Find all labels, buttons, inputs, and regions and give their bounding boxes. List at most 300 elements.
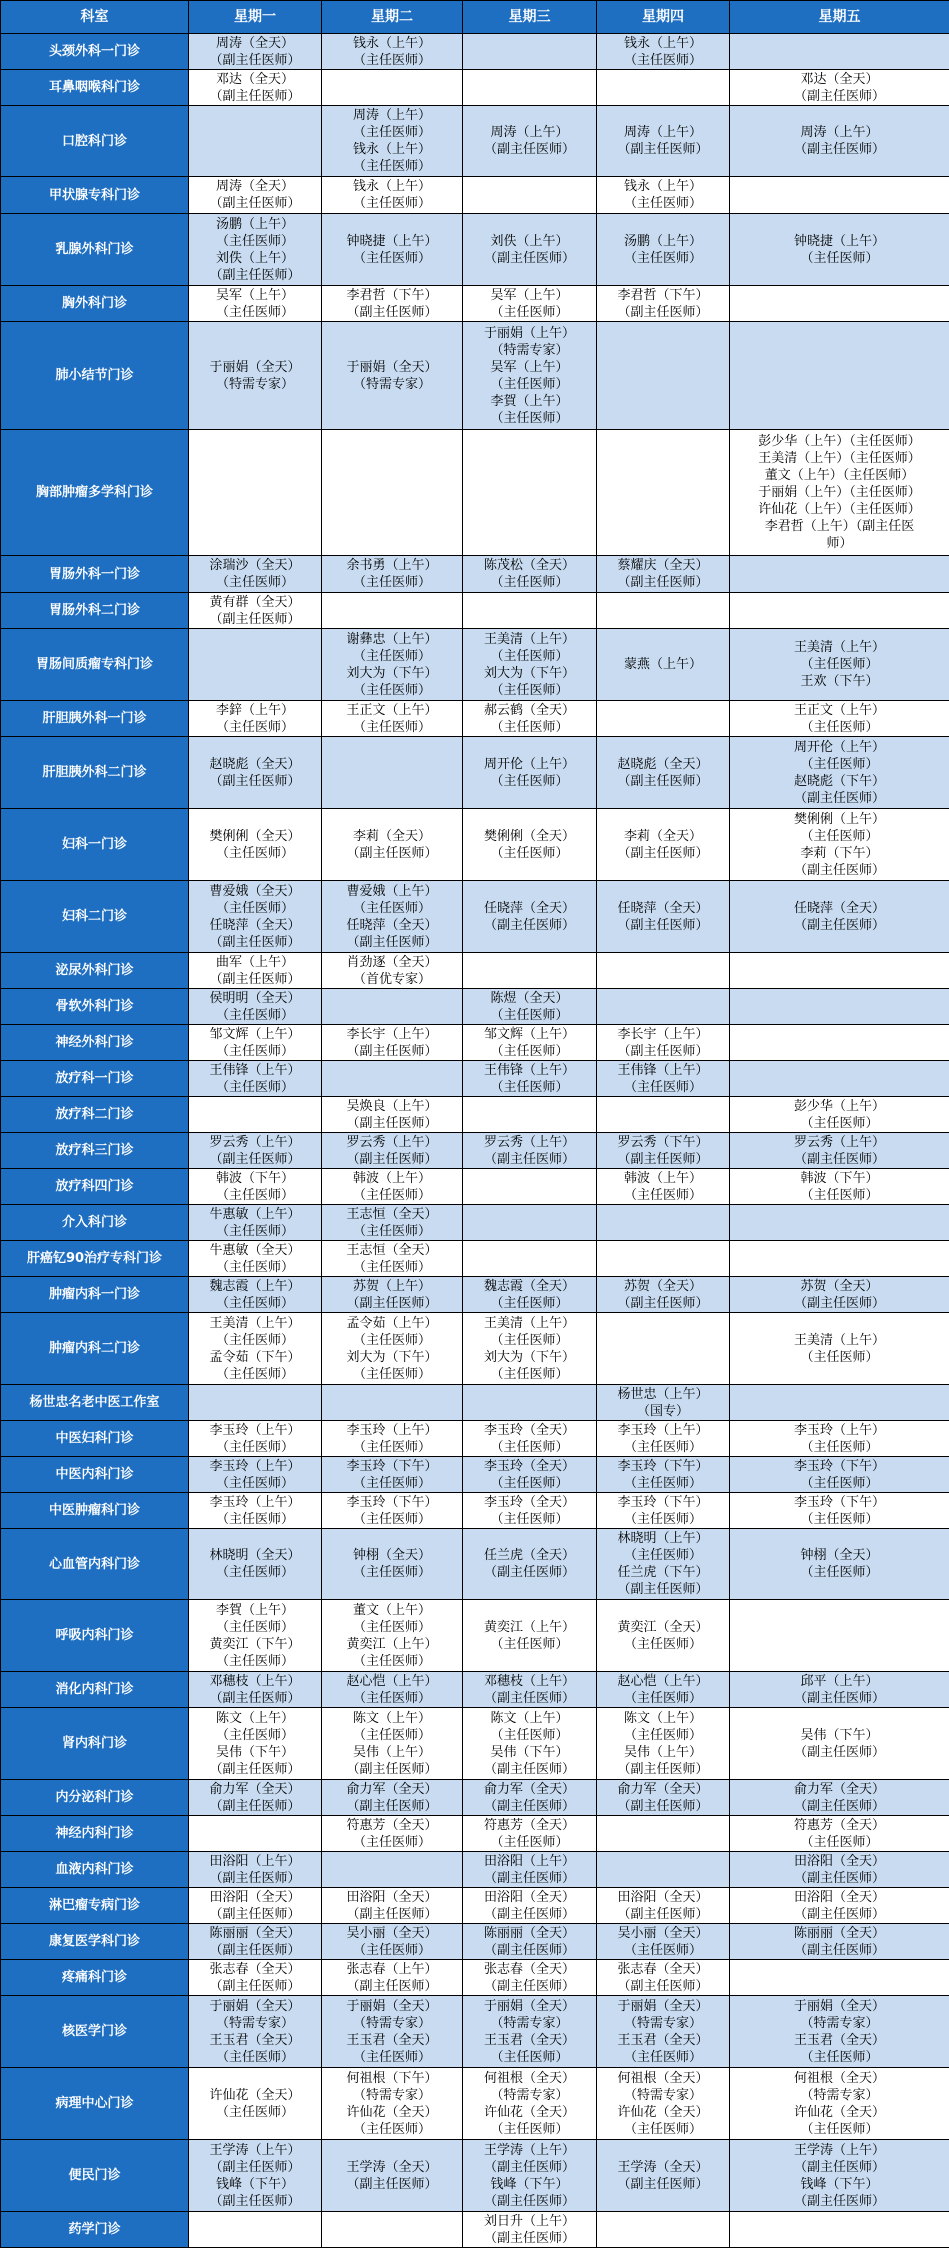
department-name: 呼吸内科门诊	[1, 1600, 189, 1672]
schedule-cell-thursday	[597, 1924, 730, 1960]
schedule-cell-friday	[730, 737, 949, 809]
schedule-line: 罗云秀（上午）	[793, 1134, 885, 1150]
schedule-line: 樊俐俐（全天）	[209, 828, 301, 844]
schedule-line: （副主任医师）	[793, 88, 885, 104]
schedule-line: 于丽娟（全天）	[483, 1998, 575, 2014]
schedule-line: （主任医师）	[800, 1565, 879, 1580]
schedule-line: 周涛（全天）	[215, 35, 294, 51]
schedule-line: （主任医师）	[800, 1439, 879, 1455]
table-row	[1, 1097, 949, 1133]
schedule-cell-friday	[730, 1277, 949, 1313]
schedule-line: （副主任医师）	[483, 1151, 575, 1167]
schedule-cell-friday	[730, 1205, 949, 1241]
schedule-cell-thursday	[597, 430, 730, 556]
schedule-cell-monday	[189, 1529, 322, 1600]
schedule-line: 王美清（上午）	[483, 631, 575, 647]
schedule-line: （主任医师）	[215, 1727, 294, 1743]
schedule-cell-tuesday	[322, 1061, 463, 1097]
schedule-line: （主任医师）	[490, 1636, 569, 1652]
schedule-cell-friday	[730, 430, 949, 556]
department-name: 口腔科门诊	[1, 106, 189, 177]
table-row	[1, 953, 949, 989]
schedule-line: （副主任医师）	[617, 1295, 709, 1311]
schedule-cell-monday	[189, 1277, 322, 1313]
schedule-line: （主任医师）	[215, 233, 294, 249]
schedule-line: （主任医师）	[215, 845, 294, 861]
schedule-line: （副主任医师）	[483, 2230, 575, 2246]
schedule-cell-monday	[189, 2140, 322, 2212]
schedule-cell-wednesday	[463, 701, 597, 737]
schedule-line: 俞力军（全天）	[209, 1781, 301, 1797]
schedule-line: 黄奕江（全天）	[617, 1619, 709, 1635]
department-name: 介入科门诊	[1, 1205, 189, 1241]
schedule-line: 李玉玲（上午）	[346, 1422, 438, 1438]
schedule-line: （副主任医师）	[209, 1798, 301, 1814]
schedule-cell-monday	[189, 1205, 322, 1241]
table-row	[1, 1816, 949, 1852]
schedule-line: （主任医师）	[490, 648, 569, 664]
schedule-cell-thursday	[597, 286, 730, 322]
schedule-cell-monday	[189, 629, 322, 701]
schedule-line: （副主任医师）	[209, 1690, 301, 1706]
schedule-line: 苏贺（全天）	[800, 1278, 879, 1294]
schedule-line: （主任医师）	[490, 1332, 569, 1348]
schedule-cell-thursday	[597, 2212, 730, 2248]
schedule-line: 罗云秀（上午）	[209, 1134, 301, 1150]
table-row	[1, 1672, 949, 1708]
schedule-line: （主任医师）	[623, 1942, 702, 1958]
schedule-line: 许仙花（全天）	[209, 2087, 301, 2103]
table-row	[1, 1421, 949, 1457]
schedule-line: 余书勇（上午）	[346, 558, 438, 573]
schedule-line: 吴伟（上午）	[352, 1744, 431, 1760]
schedule-cell-thursday	[597, 1529, 730, 1600]
schedule-line: （首优专家）	[352, 971, 431, 987]
department-name: 药学门诊	[1, 2212, 189, 2248]
schedule-cell-thursday	[597, 214, 730, 286]
schedule-line: （主任医师）	[490, 845, 569, 861]
schedule-cell-friday	[730, 1385, 949, 1421]
schedule-cell-friday	[730, 2140, 949, 2212]
table-row	[1, 1241, 949, 1277]
schedule-line: （主任医师）	[215, 2049, 294, 2065]
schedule-cell-tuesday	[322, 1025, 463, 1061]
schedule-line: （主任医师）	[490, 1079, 569, 1095]
schedule-line: 符惠芳（全天）	[793, 1817, 885, 1833]
schedule-cell-friday	[730, 1061, 949, 1097]
schedule-line: （特需专家）	[215, 376, 294, 392]
schedule-line: （副主任医师）	[483, 1565, 575, 1580]
schedule-cell-friday	[730, 286, 949, 322]
schedule-line: 韩波（上午）	[352, 1170, 431, 1186]
schedule-line: 李长宇（上午）	[617, 1026, 709, 1042]
schedule-line: 刘大为（下午）	[346, 665, 438, 681]
schedule-cell-friday	[730, 322, 949, 430]
schedule-cell-wednesday	[463, 809, 597, 881]
schedule-line: （主任医师）	[623, 250, 702, 266]
department-name: 淋巴瘤专病门诊	[1, 1888, 189, 1924]
schedule-line: 李玉玲（下午）	[346, 1494, 438, 1510]
schedule-line: （副主任医师）	[209, 1978, 301, 1994]
schedule-line: （副主任医师）	[346, 1906, 438, 1922]
table-row	[1, 177, 949, 214]
table-row	[1, 1708, 949, 1780]
schedule-cell-tuesday	[322, 629, 463, 701]
schedule-cell-thursday	[597, 1888, 730, 1924]
department-name: 肿瘤内科一门诊	[1, 1277, 189, 1313]
schedule-line: 刘大为（下午）	[483, 1349, 575, 1365]
schedule-line: 李玉玲（上午）	[617, 1422, 709, 1438]
schedule-line: 周涛（上午）	[623, 125, 702, 140]
schedule-line: 陈丽丽（全天）	[793, 1925, 885, 1941]
schedule-line: 许仙花（全天）	[346, 2104, 438, 2120]
schedule-line: （主任医师）	[215, 575, 294, 590]
schedule-line: 赵心恺（上午）	[617, 1673, 709, 1689]
schedule-cell-monday	[189, 1924, 322, 1960]
schedule-cell-wednesday	[463, 1672, 597, 1708]
schedule-cell-tuesday	[322, 1600, 463, 1672]
schedule-line: 王美清（上午）	[209, 1315, 301, 1331]
department-name: 肝胆胰外科一门诊	[1, 701, 189, 737]
department-name: 杨世忠名老中医工作室	[1, 1385, 189, 1421]
schedule-line: 邓达（全天）	[800, 71, 879, 87]
schedule-line: 于丽娟（全天）	[617, 1998, 709, 2014]
schedule-cell-tuesday	[322, 1816, 463, 1852]
department-name: 中医内科门诊	[1, 1457, 189, 1493]
schedule-cell-thursday	[597, 1061, 730, 1097]
table-row	[1, 1313, 949, 1385]
schedule-line: 王志恒（全天）	[346, 1206, 438, 1222]
schedule-line: （副主任医师）	[209, 88, 301, 104]
schedule-line: 何祖根（全天）	[483, 2070, 575, 2086]
schedule-line: （主任医师）	[800, 2121, 879, 2137]
schedule-cell-tuesday	[322, 2212, 463, 2248]
schedule-line: （特需专家）	[215, 2015, 294, 2031]
schedule-cell-tuesday	[322, 881, 463, 953]
schedule-cell-monday	[189, 177, 322, 214]
schedule-line: 李莉（下午）	[800, 845, 879, 861]
schedule-cell-tuesday	[322, 286, 463, 322]
schedule-line: （特需专家）	[623, 2015, 702, 2031]
schedule-line: 赵晓彪（全天）	[209, 756, 301, 772]
department-name: 放疗科三门诊	[1, 1133, 189, 1169]
schedule-cell-wednesday	[463, 1133, 597, 1169]
schedule-line: （副主任医师）	[209, 2159, 301, 2175]
schedule-line: 吴军（上午）	[490, 359, 569, 375]
schedule-line: （主任医师）	[352, 1223, 431, 1239]
schedule-line: （主任医师）	[623, 2049, 702, 2065]
schedule-line: （主任医师）	[215, 1295, 294, 1311]
department-name: 疼痛科门诊	[1, 1960, 189, 1996]
schedule-line: （主任医师）	[623, 1727, 702, 1743]
schedule-line: （主任医师）	[352, 125, 431, 140]
table-row	[1, 1061, 949, 1097]
schedule-line: 蔡耀庆（全天）	[617, 558, 709, 573]
schedule-cell-thursday	[597, 177, 730, 214]
schedule-cell-friday	[730, 989, 949, 1025]
schedule-cell-wednesday	[463, 1924, 597, 1960]
schedule-line: （主任医师）	[490, 1007, 569, 1023]
schedule-cell-wednesday	[463, 953, 597, 989]
schedule-cell-tuesday	[322, 953, 463, 989]
table-row	[1, 1385, 949, 1421]
schedule-line: 樊俐俐（全天）	[483, 828, 575, 844]
schedule-line: 汤鹏（上午）	[623, 233, 702, 249]
schedule-line: 王欢（下午）	[800, 674, 879, 689]
schedule-line: 钱永（上午）	[352, 142, 431, 157]
schedule-cell-monday	[189, 106, 322, 177]
schedule-cell-tuesday	[322, 1708, 463, 1780]
schedule-line: 黄奕江（下午）	[209, 1636, 301, 1652]
schedule-line: （主任医师）	[352, 1834, 431, 1850]
schedule-cell-tuesday	[322, 989, 463, 1025]
table-row	[1, 1025, 949, 1061]
schedule-cell-friday	[730, 1529, 949, 1600]
schedule-cell-friday	[730, 1852, 949, 1888]
schedule-cell-wednesday	[463, 214, 597, 286]
schedule-cell-friday	[730, 106, 949, 177]
schedule-line: 许仙花（全天）	[483, 2104, 575, 2120]
schedule-cell-friday	[730, 1996, 949, 2068]
table-row	[1, 70, 949, 106]
schedule-line: 王伟锋（上午）	[483, 1062, 575, 1078]
schedule-cell-friday	[730, 809, 949, 881]
schedule-line: （副主任医师）	[793, 142, 885, 157]
table-row	[1, 2140, 949, 2212]
schedule-line: （主任医师）	[215, 1366, 294, 1382]
department-name: 胃肠外科二门诊	[1, 593, 189, 629]
schedule-cell-friday	[730, 1097, 949, 1133]
schedule-line: 李玉玲（下午）	[793, 1494, 885, 1510]
schedule-line: （副主任医师）	[617, 1761, 709, 1777]
schedule-line: 任晓萍（全天）	[209, 917, 301, 933]
schedule-cell-tuesday	[322, 1780, 463, 1816]
schedule-line: 王玉君（全天）	[793, 2032, 885, 2048]
schedule-line: 田浴阳（全天）	[793, 1853, 885, 1869]
schedule-line: 吴军（上午）	[215, 287, 294, 303]
schedule-line: 李玉玲（全天）	[483, 1458, 575, 1474]
schedule-cell-monday	[189, 1852, 322, 1888]
schedule-line: 俞力军（全天）	[483, 1781, 575, 1797]
schedule-cell-tuesday	[322, 322, 463, 430]
schedule-cell-wednesday	[463, 1708, 597, 1780]
table-row	[1, 809, 949, 881]
schedule-line: 俞力军（全天）	[617, 1781, 709, 1797]
schedule-line: 张志春（上午）	[346, 1961, 438, 1977]
schedule-line: （副主任医师）	[483, 917, 575, 933]
department-name: 妇科一门诊	[1, 809, 189, 881]
schedule-cell-monday	[189, 34, 322, 70]
schedule-line: 李玉玲（下午）	[617, 1458, 709, 1474]
schedule-line: （主任医师）	[490, 682, 569, 698]
schedule-cell-monday	[189, 593, 322, 629]
schedule-line: 周开伦（上午）	[793, 739, 885, 755]
schedule-cell-thursday	[597, 1133, 730, 1169]
schedule-line: （主任医师）	[352, 1619, 431, 1635]
schedule-line: 王正文（上午）	[346, 702, 438, 718]
department-name: 耳鼻咽喉科门诊	[1, 70, 189, 106]
schedule-line: 刘大为（下午）	[346, 1349, 438, 1365]
schedule-line: 李玉玲（上午）	[209, 1494, 301, 1510]
schedule-line: （主任医师）	[800, 250, 879, 266]
schedule-line: （主任医师）	[215, 719, 294, 735]
schedule-cell-monday	[189, 701, 322, 737]
schedule-cell-monday	[189, 989, 322, 1025]
schedule-line: 曹爱娥（上午）	[346, 883, 438, 899]
schedule-line: （主任医师）	[490, 1439, 569, 1455]
schedule-line: （主任医师）	[800, 756, 879, 772]
schedule-cell-wednesday	[463, 34, 597, 70]
schedule-line: （副主任医师）	[483, 1798, 575, 1814]
schedule-line: 邓穗枝（上午）	[209, 1673, 301, 1689]
schedule-cell-monday	[189, 2068, 322, 2140]
schedule-cell-thursday	[597, 1960, 730, 1996]
schedule-line: 王美清（上午）	[483, 1315, 575, 1331]
schedule-cell-thursday	[597, 593, 730, 629]
department-name: 病理中心门诊	[1, 2068, 189, 2140]
schedule-line: 邓穗枝（上午）	[483, 1673, 575, 1689]
table-row	[1, 214, 949, 286]
table-row	[1, 1529, 949, 1600]
schedule-line: 韩波（下午）	[800, 1170, 879, 1186]
schedule-cell-monday	[189, 1493, 322, 1529]
schedule-line: （副主任医师）	[793, 1798, 885, 1814]
schedule-line: （主任医师）	[623, 1439, 702, 1455]
schedule-line: （副主任医师）	[209, 1942, 301, 1958]
schedule-line: （副主任医师）	[483, 2159, 575, 2175]
schedule-line: 魏志霞（上午）	[209, 1278, 301, 1294]
schedule-line: 任晓萍（全天）	[793, 900, 885, 916]
schedule-cell-monday	[189, 2212, 322, 2248]
schedule-cell-friday	[730, 953, 949, 989]
schedule-line: （主任医师）	[490, 1511, 569, 1527]
schedule-line: 李莉（全天）	[623, 828, 702, 844]
schedule-cell-monday	[189, 809, 322, 881]
schedule-line: （副主任医师）	[793, 1942, 885, 1958]
schedule-cell-wednesday	[463, 1816, 597, 1852]
schedule-cell-friday	[730, 2068, 949, 2140]
schedule-line: （副主任医师）	[346, 1151, 438, 1167]
schedule-cell-tuesday	[322, 1493, 463, 1529]
schedule-line: 周涛（上午）	[352, 108, 431, 123]
schedule-line: （副主任医师）	[617, 845, 709, 861]
schedule-line: （主任医师）	[623, 1511, 702, 1527]
department-name: 乳腺外科门诊	[1, 214, 189, 286]
schedule-line: 陈文（上午）	[623, 1710, 702, 1726]
schedule-line: （主任医师）	[215, 1332, 294, 1348]
schedule-cell-thursday	[597, 1313, 730, 1385]
table-row	[1, 2068, 949, 2140]
schedule-cell-wednesday	[463, 430, 597, 556]
schedule-line: 王正文（上午）	[793, 702, 885, 718]
schedule-line: 于丽娟（全天）	[793, 1998, 885, 2014]
schedule-line: 郝云鹤（全天）	[483, 702, 575, 718]
schedule-line: （主任医师）	[215, 304, 294, 320]
schedule-line: 赵晓彪（全天）	[617, 756, 709, 772]
schedule-line: 田浴阳（全天）	[483, 1889, 575, 1905]
schedule-cell-monday	[189, 1708, 322, 1780]
table-row	[1, 106, 949, 177]
schedule-cell-tuesday	[322, 1097, 463, 1133]
schedule-cell-thursday	[597, 1097, 730, 1133]
schedule-cell-wednesday	[463, 1313, 597, 1385]
schedule-cell-wednesday	[463, 1457, 597, 1493]
schedule-line: 何祖根（全天）	[793, 2070, 885, 2086]
schedule-cell-monday	[189, 1241, 322, 1277]
schedule-line: （主任医师）	[490, 773, 569, 789]
schedule-line: 钟晓捷（上午）	[346, 233, 438, 249]
schedule-line: （主任医师）	[800, 1834, 879, 1850]
schedule-cell-wednesday	[463, 629, 597, 701]
schedule-line: 王美清（上午）	[793, 1332, 885, 1348]
schedule-cell-monday	[189, 556, 322, 593]
schedule-cell-wednesday	[463, 106, 597, 177]
department-name: 心血管内科门诊	[1, 1529, 189, 1600]
schedule-cell-thursday	[597, 106, 730, 177]
schedule-line: （主任医师）	[623, 1475, 702, 1491]
schedule-cell-tuesday	[322, 1313, 463, 1385]
schedule-line: （主任医师）	[800, 1511, 879, 1527]
schedule-line: （副主任医师）	[346, 1798, 438, 1814]
table-row	[1, 1600, 949, 1672]
table-row	[1, 593, 949, 629]
schedule-line: 曲军（上午）	[215, 954, 294, 970]
schedule-line: （主任医师）	[352, 1565, 431, 1580]
schedule-line: 许仙花（全天）	[617, 2104, 709, 2120]
schedule-line: 曹爱娥（全天）	[209, 883, 301, 899]
schedule-line: 李鋅（上午）	[215, 702, 294, 718]
schedule-cell-friday	[730, 556, 949, 593]
table-row	[1, 629, 949, 701]
schedule-line: 黄奕江（上午）	[346, 1636, 438, 1652]
schedule-line: 谢彝忠（上午）	[346, 631, 438, 647]
department-name: 头颈外科一门诊	[1, 34, 189, 70]
schedule-line: （特需专家）	[800, 2015, 879, 2031]
schedule-line: （特需专家）	[800, 2087, 879, 2103]
schedule-cell-monday	[189, 881, 322, 953]
schedule-line: （主任医师）	[215, 1079, 294, 1095]
department-name: 康复医学科门诊	[1, 1924, 189, 1960]
schedule-cell-friday	[730, 34, 949, 70]
schedule-cell-monday	[189, 1816, 322, 1852]
schedule-cell-wednesday	[463, 737, 597, 809]
schedule-line: （副主任医师）	[617, 2176, 709, 2192]
schedule-line: （副主任医师）	[793, 1295, 885, 1311]
schedule-cell-thursday	[597, 701, 730, 737]
schedule-line: （副主任医师）	[793, 862, 885, 878]
schedule-line: 董文（上午）	[352, 1602, 431, 1618]
schedule-cell-thursday	[597, 737, 730, 809]
schedule-line: 许仙花（全天）	[793, 2104, 885, 2120]
schedule-line: 钱峰（下午）	[215, 2176, 294, 2192]
schedule-cell-thursday	[597, 629, 730, 701]
schedule-cell-wednesday	[463, 1421, 597, 1457]
table-row	[1, 1457, 949, 1493]
schedule-line: （副主任医师）	[617, 1906, 709, 1922]
schedule-line: （主任医师）	[490, 376, 569, 392]
schedule-cell-thursday	[597, 1780, 730, 1816]
schedule-line: 彭少华（上午）（主任医师）	[758, 434, 921, 449]
schedule-line: 孟令茹（上午）	[346, 1315, 438, 1331]
schedule-line: （主任医师）	[800, 657, 879, 672]
schedule-line: 王志恒（全天）	[346, 1242, 438, 1258]
schedule-line: 王美清（上午）	[793, 640, 885, 655]
department-name: 甲状腺专科门诊	[1, 177, 189, 214]
schedule-line: 吴伟（下午）	[800, 1727, 879, 1743]
schedule-line: （特需专家）	[352, 2015, 431, 2031]
department-name: 肿瘤内科二门诊	[1, 1313, 189, 1385]
schedule-line: 牛惠敏（上午）	[209, 1206, 301, 1222]
